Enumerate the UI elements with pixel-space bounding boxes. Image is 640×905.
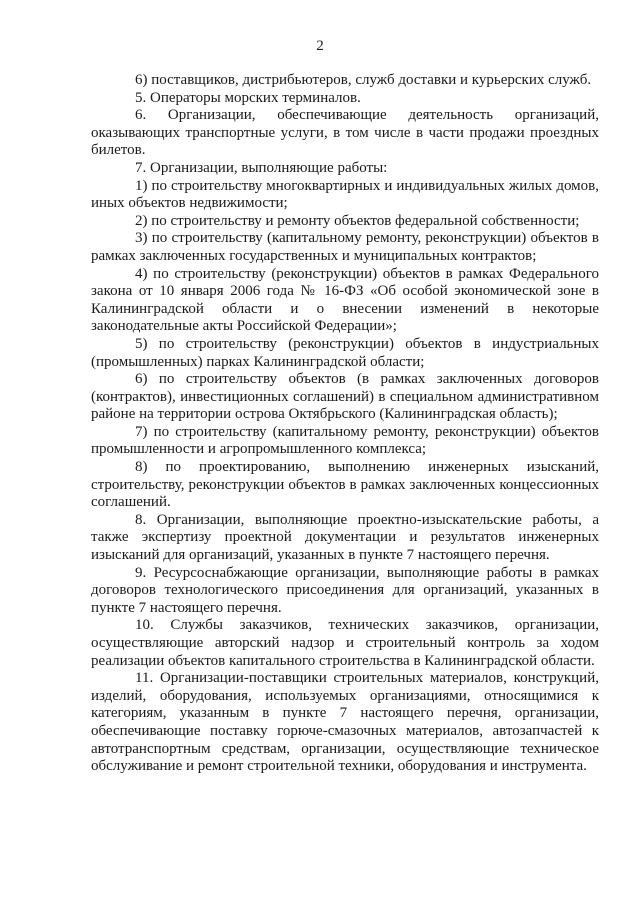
list-item: 6) поставщиков, дистрибьютеров, служб доставки и курьерских служб. (135, 72, 592, 88)
list-item: 10. Службы заказчиков, технических заказчиков, организации, осуществляющие авторский надзор и строительный контроль за ходом реализации объектов капитального строительства в Калининградской области. (91, 617, 599, 669)
list-item: 7) по строительству (капитальному ремонту, реконструкции) объектов промышленности и агропромышленного комплекса; (91, 423, 599, 458)
list-item: 1) по строительству многоквартирных и индивидуальных жилых домов, иных объектов недвижимости; (91, 177, 599, 212)
list-item: 4) по строительству (реконструкции) объектов в рамках Федерального закона от 10 января 2006 года № 16-ФЗ «Об особой экономической зоне в Калининградской области и о внесении изменений в некоторые законодательные акты Российской Федерации»; (91, 265, 599, 335)
list-item: 8. Организации, выполняющие проектно-изыскательские работы, а также экспертизу проектной документации и результатов инженерных изысканий для организаций, указанных в пункте 7 настоящего перечня. (91, 511, 599, 564)
list-item: 11. Организации-поставщики строительных материалов, конструкций, изделий, оборудования, используемых организациями, относящимися к категориям, указанным в пункте 7 настоящего перечня, организации, обеспечивающие поставку горюче-смазочных материалов, автозапчастей к автотранспортным средствам, организации, осуществляющие техническое обслуживание и ремонт строительной техники, оборудования и инструмента. (91, 670, 599, 775)
list-item: 5) по строительству (реконструкции) объектов в индустриальных (промышленных) парках Калининградской области; (91, 335, 599, 370)
list-item: 5. Операторы морских терминалов. (135, 89, 361, 106)
list-item: 6) по строительству объектов (в рамках заключенных договоров (контрактов), инвестиционных соглашений) в специальном административном районе на территории острова Октябрьского (Калининградская область); (91, 371, 599, 423)
list-item: 9. Ресурсоснабжающие организации, выполняющие работы в рамках договоров технологического присоединения для организаций, указанных в пункте 7 настоящего перечня. (91, 564, 599, 616)
list-item: 6. Организации, обеспечивающие деятельность организаций, оказывающих транспортные услуги, в том числе в части продажи проездных билетов. (91, 107, 599, 159)
list-item: 2) по строительству и ремонту объектов федеральной собственности; (135, 212, 580, 229)
page-number: 2 (316, 38, 324, 54)
document-body (91, 72, 599, 776)
list-item: 3) по строительству (капитальному ремонту, реконструкции) объектов в рамках заключенных государственных и муниципальных контрактов; (91, 230, 599, 264)
list-item: 8) по проектированию, выполнению инженерных изысканий, строительству, реконструкции объектов в рамках заключенных концессионных соглашений. (91, 459, 599, 511)
section-heading: 7. Организации, выполняющие работы: (135, 159, 388, 176)
